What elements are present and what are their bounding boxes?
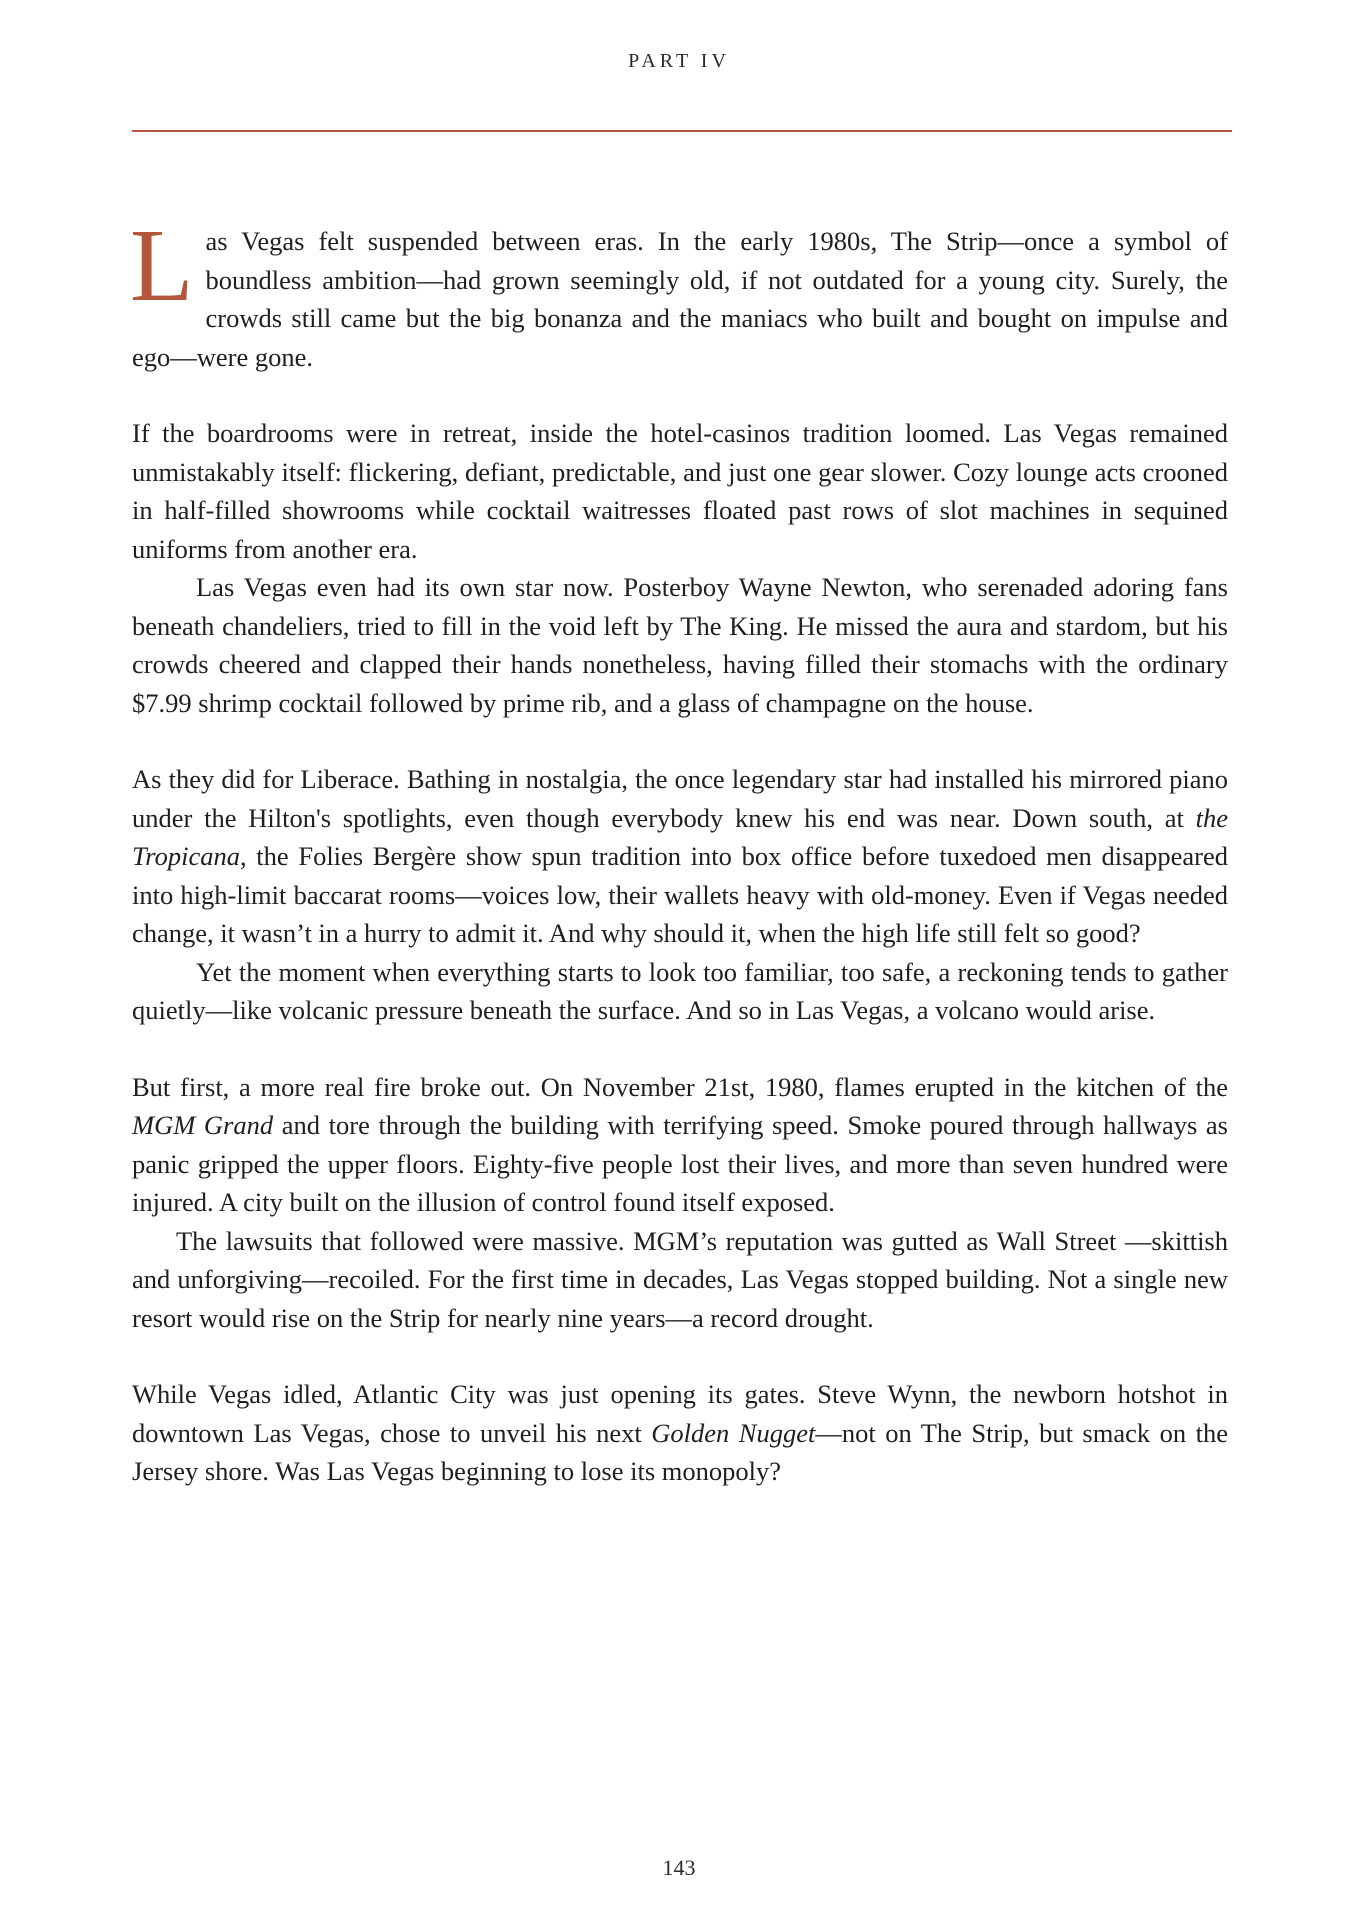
paragraph-8-text-b: —not on The Strip, but smack on the Jersey shore. Was Las Vegas beginning to lose its monopoly? <box>132 1417 1228 1486</box>
paragraph-4-text-b: , the Folies Bergère show spun tradition into box office before tuxedoed men disappeared into high-limit baccarat rooms—voices low, their wallets heavy with old-money. Even if Vegas needed change, it wasn’t in a hurry to admit it. And why should it, when the high life still felt so good? <box>132 841 1228 948</box>
running-head: PART IV <box>628 50 730 72</box>
paragraph-6-italic: MGM Grand <box>132 1110 274 1140</box>
paragraph-4-italic: the Tropicana <box>132 802 1228 871</box>
paragraph-6-text-b: and tore through the building with terrifying speed. Smoke poured through hallways as panic gripped the upper floors. Eighty-five people lost their lives, and more than seven hundred were injured. A city built on the illusion of control found itself exposed. <box>132 1110 1228 1217</box>
paragraph-1-text: as Vegas felt suspended between eras. In the early 1980s, The Strip—once a symbol of boundless ambition—had grown seemingly old, if not outdated for a young city. Surely, the crowds still came but the big bonanza and the maniacs who built and bought on impulse and ego—were gone. <box>132 226 1228 372</box>
paragraph-7: The lawsuits that followed were massive. MGM’s reputation was gutted as Wall Street —skittish and unforgiving—recoiled. For the first time in decades, Las Vegas stopped building. Not a single new resort would rise on the Strip for nearly nine years—a record drought. <box>132 1225 1228 1333</box>
paragraph-2: If the boardrooms were in retreat, inside the hotel-casinos tradition loomed. Las Vegas remained unmistakably itself: flickering, defiant, predictable, and just one gear slower. Cozy lounge acts crooned in half-filled showrooms while cocktail waitresses floated past rows of slot machines in sequined uniforms from another era. <box>132 418 1228 564</box>
paragraph-4-text-a: As they did for Liberace. Bathing in nostalgia, the once legendary star had installed his mirrored piano under the Hilton's spotlights, even though everybody knew his end was near. Down south, at <box>132 764 1228 833</box>
paragraph-6 <box>132 1068 1228 1222</box>
paragraph-8-text-a: While Vegas idled, Atlantic City was just opening its gates. Steve Wynn, the newborn hotshot in downtown Las Vegas, chose to unveil his next <box>132 1379 1228 1448</box>
paragraph-5: Yet the moment when everything starts to look too familiar, too safe, a reckoning tends to gather quietly—like volcanic pressure beneath the surface. And so in Las Vegas, a volcano would arise. <box>132 956 1228 1025</box>
page-number: 143 <box>662 1855 696 1880</box>
paragraph-4 <box>132 760 1228 953</box>
body-text <box>130 208 1228 1491</box>
drop-cap: L <box>130 208 194 323</box>
header-rule <box>132 130 1232 132</box>
paragraph-1 <box>130 208 1228 376</box>
paragraph-6-text-a: But first, a more real fire broke out. On November 21st, 1980, flames erupted in the kitchen of the <box>132 1071 1228 1102</box>
paragraph-3: Las Vegas even had its own star now. Posterboy Wayne Newton, who serenaded adoring fans beneath chandeliers, tried to fill in the void left by The King. He missed the aura and stardom, but his crowds cheered and clapped their hands nonetheless, having filled their stomachs with the ordinary $7.99 shrimp cocktail followed by prime rib, and a glass of champagne on the house. <box>132 572 1228 718</box>
paragraph-8-italic: Golden Nugget <box>651 1417 816 1448</box>
paragraph-8 <box>132 1375 1228 1491</box>
